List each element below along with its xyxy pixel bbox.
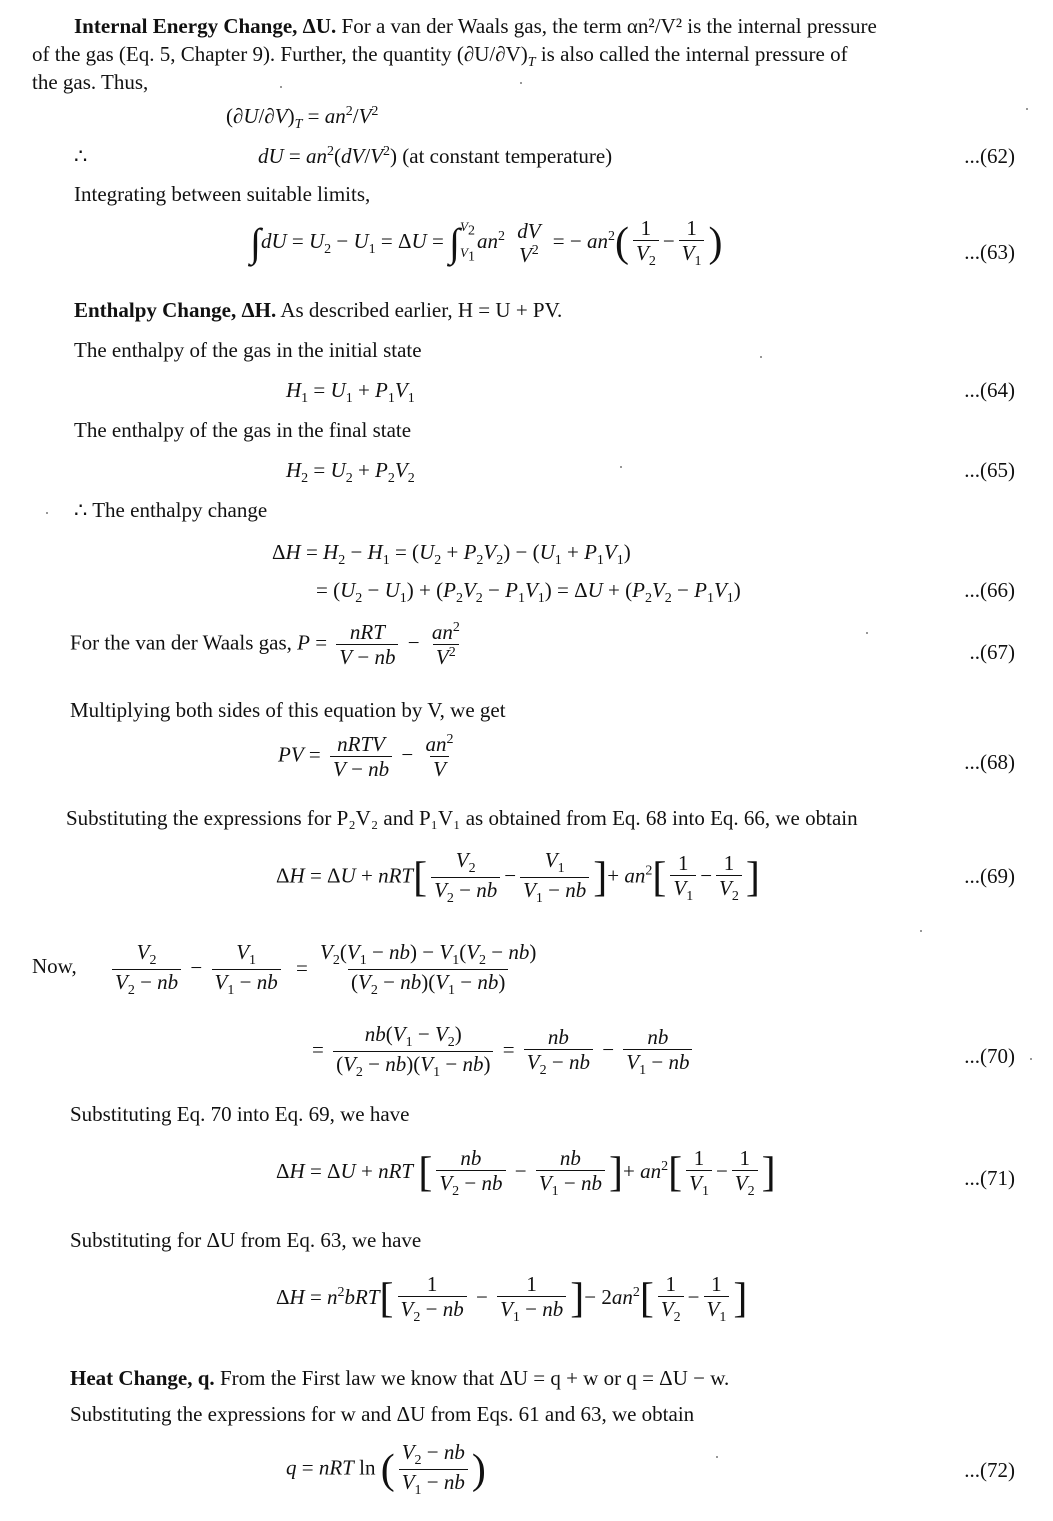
equation-number-72: ...(72) bbox=[964, 1458, 1015, 1482]
scan-speck bbox=[866, 632, 868, 634]
equation-internal-pressure: $(\partial U/\partial V)_T = an^2/V^2$ bbox=[226, 104, 379, 133]
equation-number-65: ...(65) bbox=[964, 458, 1015, 482]
equation-71: ΔH = ΔU + nRT [ $\frac{nb}{V_2 - nb}$ − $\frac{nb}{V_1 - nb}$ ]+ $an^2$[ $\frac{1}{V_1}$ − $\frac{1}{V_2}$ ] bbox=[276, 1146, 776, 1200]
intro-line-3: the gas. Thus, bbox=[32, 70, 149, 94]
intro-line-2: of the gas (Eq. 5, Chapter 9). Further, the quantity $(\partial U/\partial V)_T$ is also called the internal pressure of bbox=[32, 42, 848, 71]
scan-speck bbox=[520, 82, 522, 84]
multiplying-text: Multiplying both sides of this equation by V, we get bbox=[70, 698, 506, 722]
equation-number-63: ...(63) bbox=[964, 240, 1015, 264]
scan-speck bbox=[1030, 1058, 1032, 1060]
heat-text: From the First law we know that ΔU = q + w or q = ΔU − w. bbox=[219, 1366, 730, 1390]
equation-64: $H_1 = U_1 + P_1V_1$ bbox=[286, 378, 415, 407]
equation-65: $H_2 = U_2 + P_2V_2$ bbox=[286, 458, 415, 487]
scan-speck bbox=[920, 930, 922, 932]
heat-substitution-text: Substituting the expressions for w and ΔU from Eqs. 61 and 63, we obtain bbox=[70, 1402, 695, 1426]
equation-66-line-2: = $(U_2 - U_1) + (P_2V_2 - P_1V_1) = \Delta U + (P_2V_2 - P_1V_1)$ bbox=[316, 578, 741, 607]
substituting-70-text: Substituting Eq. 70 into Eq. 69, we have bbox=[70, 1102, 410, 1126]
equation-62: dU = $an^2(dV/V^2)$ (at constant temperature) bbox=[258, 144, 613, 168]
equation-number-71: ...(71) bbox=[964, 1166, 1015, 1190]
substituting-68-text: Substituting the expressions for P₂V₂ and P₁V₁ as obtained from Eq. 68 into Eq. 66, we obtain bbox=[66, 806, 858, 830]
equation-number-70: ...(70) bbox=[964, 1044, 1015, 1068]
scan-speck bbox=[1026, 108, 1028, 110]
equation-number-69: ...(69) bbox=[964, 864, 1015, 888]
equation-67: For the van der Waals gas, P = $\frac{\text{nRT}}{V - nb}$ − $\frac{an^2}{V^2}$ bbox=[70, 620, 460, 670]
intro-line-1 bbox=[74, 14, 877, 39]
now-label: Now, bbox=[32, 954, 77, 978]
integrating-text: Integrating between suitable limits, bbox=[74, 182, 371, 206]
intro-text-2: of the gas (Eq. 5, Chapter 9). Further, the quantity (∂U/∂V) bbox=[32, 42, 528, 66]
equation-delta-h-final: $\Delta H = n^2bRT$[ $\frac{1}{V_2 - nb}$ − $\frac{1}{V_1 - nb}$ ]− $2an^2$[ $\frac{1}{V_2}$ − $\frac{1}{V_1}$ ] bbox=[276, 1272, 748, 1326]
section-heading-enthalpy: Enthalpy Change, ΔH. bbox=[74, 298, 277, 322]
equation-66-line-1: $\Delta H = H_2 - H_1 = (U_2 + P_2V_2) - (U_1 + P_1V_1)$ bbox=[272, 540, 631, 569]
equation-70-line-2: = $\frac{nb(V_1 - V_2)}{(V_2 - nb)(V_1 - nb)}$ = $\frac{nb}{V_2 - nb}$ − $\frac{nb}{V_1 - nb}$ bbox=[312, 1022, 696, 1082]
enthalpy-text: As described earlier, H = U + PV. bbox=[280, 298, 563, 322]
enthalpy-initial-text: The enthalpy of the gas in the initial state bbox=[74, 338, 422, 362]
section-heading-heat: Heat Change, q. bbox=[70, 1366, 215, 1390]
enthalpy-line bbox=[74, 298, 562, 323]
substituting-63-text: Substituting for ΔU from Eq. 63, we have bbox=[70, 1228, 422, 1252]
enthalpy-change-text: ∴ The enthalpy change bbox=[74, 498, 268, 522]
scan-speck bbox=[620, 466, 622, 468]
scan-speck bbox=[716, 1456, 718, 1458]
equation-63: $\int dU = U_2 - U_1 = \Delta U$ = ∫ $V_2$ $V_1$ $an^2$ dV $V^2$ = − $an^2$( $\frac{1}{V_2}$ − $\frac{1}{V_1}$ ) bbox=[250, 216, 723, 270]
enthalpy-final-text: The enthalpy of the gas in the final state bbox=[74, 418, 412, 442]
equation-number-62: ...(62) bbox=[964, 144, 1015, 168]
equation-70-line-1: $\frac{V_2}{V_2 - nb}$ − $\frac{V_1}{V_1 - nb}$ = $\frac{V_2(V_1 - nb) - V_1(V_2 - nb)}{(V_2 - nb)(V_1 - nb)}$ bbox=[108, 940, 543, 1000]
intro-text-2-tail: is also called the internal pressure of bbox=[540, 42, 848, 66]
scan-speck bbox=[46, 512, 48, 514]
equation-72: q = nRT ln ( $\frac{V_2 - nb}{V_1 - nb}$ ) bbox=[286, 1440, 486, 1499]
equation-number-68: ...(68) bbox=[964, 750, 1015, 774]
equation-68: PV = $\frac{\text{nRTV}}{V - nb}$ − $\frac{an^2}{V}$ bbox=[278, 732, 454, 782]
section-heading-internal-energy: Internal Energy Change, ΔU. bbox=[74, 14, 337, 38]
intro-text-1: For a van der Waals gas, the term αn²/V² is the internal pressure bbox=[341, 14, 877, 38]
equation-number-67: ..(67) bbox=[969, 640, 1015, 664]
therefore-symbol: ∴ bbox=[74, 144, 88, 168]
equation-69: ΔH = ΔU + nRT[ $\frac{V_2}{V_2 - nb}$ − $\frac{V_1}{V_1 - nb}$ ]+ $an^2$[ $\frac{1}{V_1}$ − $\frac{1}{V_2}$ ] bbox=[276, 848, 760, 907]
heat-line bbox=[70, 1366, 729, 1391]
equation-number-64: ...(64) bbox=[964, 378, 1015, 402]
scan-speck bbox=[280, 86, 282, 88]
equation-number-66: ...(66) bbox=[964, 578, 1015, 602]
scan-speck bbox=[760, 356, 762, 358]
equation-67-lead: For the van der Waals gas, bbox=[70, 630, 292, 655]
